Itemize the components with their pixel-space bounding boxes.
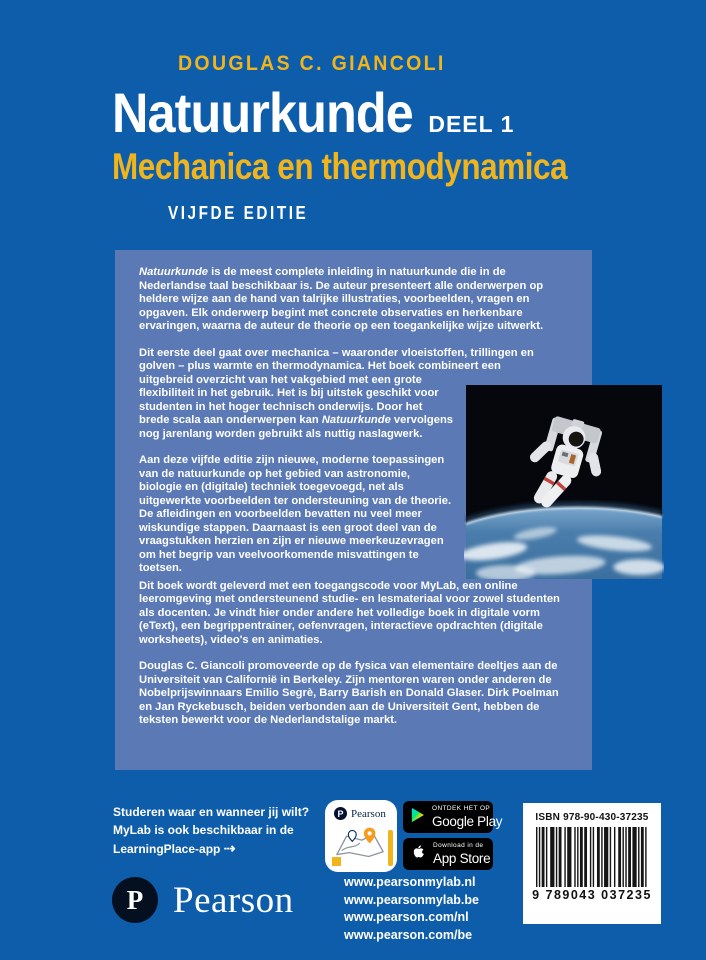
google-play-badge[interactable] bbox=[403, 801, 503, 833]
isbn-label: ISBN 978-90-430-37235 bbox=[535, 812, 649, 823]
blurb-paragraph: Douglas C. Giancoli promoveerde op de fysica van elementaire deeltjes aan de Universiteit van Californië in Berkeley. Zijn mentoren waren onder anderen de Nobelprijswinnaars Emilio Segrè, Barry Barish en Donald Glaser. Dirk Poelman en Jan Ryckebusch, beiden verbonden aan de Universiteit Gent, hebben de teksten bewerkt voor de Nederlandstalige markt. bbox=[139, 660, 559, 726]
isbn-digits: 9 789043 037235 bbox=[532, 888, 652, 902]
pearson-monogram-icon: P bbox=[112, 877, 158, 923]
astronaut-spacewalk-photo bbox=[464, 385, 664, 579]
map-icon bbox=[333, 826, 387, 865]
app-store-badge[interactable] bbox=[403, 838, 493, 870]
yellow-accent bbox=[388, 830, 393, 866]
website-urls bbox=[344, 874, 479, 944]
dashed-arrow-icon: ⇢ bbox=[223, 840, 236, 856]
book-subtitle: Mechanica en thermodynamica bbox=[112, 146, 568, 187]
badge-caption: Download in de bbox=[433, 842, 484, 849]
barcode-bars bbox=[536, 827, 647, 887]
google-play-icon bbox=[411, 807, 425, 828]
blurb-paragraph: Dit boek wordt geleverd met een toegangscode voor MyLab, een online leeromgeving met ondersteunend studie- en lesmateriaal voor zowel studenten als docenten. Je vindt hier onder andere het volledige boek in digitale vorm (eText), een begrippentrainer, oefenvragen, interactieve opdrachten (digitale worksheets), video's en animaties. bbox=[139, 579, 560, 646]
badge-store-name: App Store bbox=[433, 850, 491, 866]
blurb-paragraph: Aan deze vijfde editie zijn nieuwe, moderne toepassingen van de natuurkunde op het gebied van astronomie, biologie en (digitale) techniek toegevoegd, net als uitgewerkte voorbeelden ter ondersteuning van de theorie. De afleidingen en voorbeelden bevatten nu veel meer wiskundige stappen. Daarnaast is een groot deel van de vraagstukken herzien en zijn er nieuwe meerkeuzevragen om het begrip van veelvoorkomende misvattingen te toetsen. bbox=[139, 454, 452, 574]
website-url[interactable]: www.pearson.com/nl bbox=[344, 910, 469, 924]
website-url[interactable]: www.pearson.com/be bbox=[344, 927, 473, 942]
note-line: LearningPlace-app ⇢ bbox=[113, 840, 236, 856]
note-line: Studeren waar en wanneer jij wilt? bbox=[113, 805, 310, 819]
astronaut-photo-art bbox=[464, 385, 664, 579]
isbn-block bbox=[523, 803, 661, 924]
barcode bbox=[536, 827, 648, 887]
book-title: Natuurkunde bbox=[112, 81, 413, 144]
blurb-top bbox=[139, 266, 568, 374]
edition-label: VIJFDE EDITIE bbox=[168, 203, 309, 223]
website-url[interactable]: www.pearsonmylab.be bbox=[344, 892, 479, 907]
badge-store-name: Google Play bbox=[432, 813, 503, 829]
book-part: DEEL 1 bbox=[428, 111, 515, 137]
blurb-paragraph: Dit eerste deel gaat over mechanica – waaronder vloeistoffen, trillingen en golven – plus warmte en thermodynamica. Het boek combineert een bbox=[139, 346, 534, 372]
blurb-bottom bbox=[139, 580, 568, 728]
learningplace-app-icon bbox=[325, 800, 397, 872]
blurb-paragraph: uitgebreid overzicht van het vakgebied met een grote flexibiliteit in het gebruik. Het is bij uitstek geschikt voor studenten in het hoger technisch onderwijs. Door het brede scala aan onderwerpen kan Natuurkunde vervolgens nog jarenlang worden gebruikt als nuttig naslagwerk. bbox=[139, 373, 453, 440]
author-name: DOUGLAS C. GIANCOLI bbox=[178, 52, 446, 75]
pearson-monogram-icon: P bbox=[334, 807, 347, 820]
blurb-paragraph: Natuurkunde is de meest complete inleiding in natuurkunde die in de Nederlandse taal beschikbaar is. De auteur presenteert alle onderwerpen op heldere wijze aan de hand van talrijke illustraties, voorbeelden, vragen en opgaven. Elk onderwerp begint met concrete observaties en herkenbare ervaringen, waarna de auteur de theorie op een toegankelijke wijze uitwerkt. bbox=[139, 266, 544, 332]
note-line: MyLab is ook beschikbaar in de bbox=[113, 823, 294, 837]
pearson-logo bbox=[112, 877, 294, 923]
mylab-app-note bbox=[113, 803, 309, 858]
pearson-wordmark: Pearson bbox=[173, 879, 294, 921]
pearson-mini-logo: P Pearson bbox=[325, 800, 397, 820]
badge-caption: ONTDEK HET OP bbox=[432, 805, 491, 812]
website-url[interactable]: www.pearsonmylab.nl bbox=[344, 875, 476, 889]
book-title-row bbox=[112, 80, 514, 145]
apple-icon bbox=[411, 843, 426, 865]
